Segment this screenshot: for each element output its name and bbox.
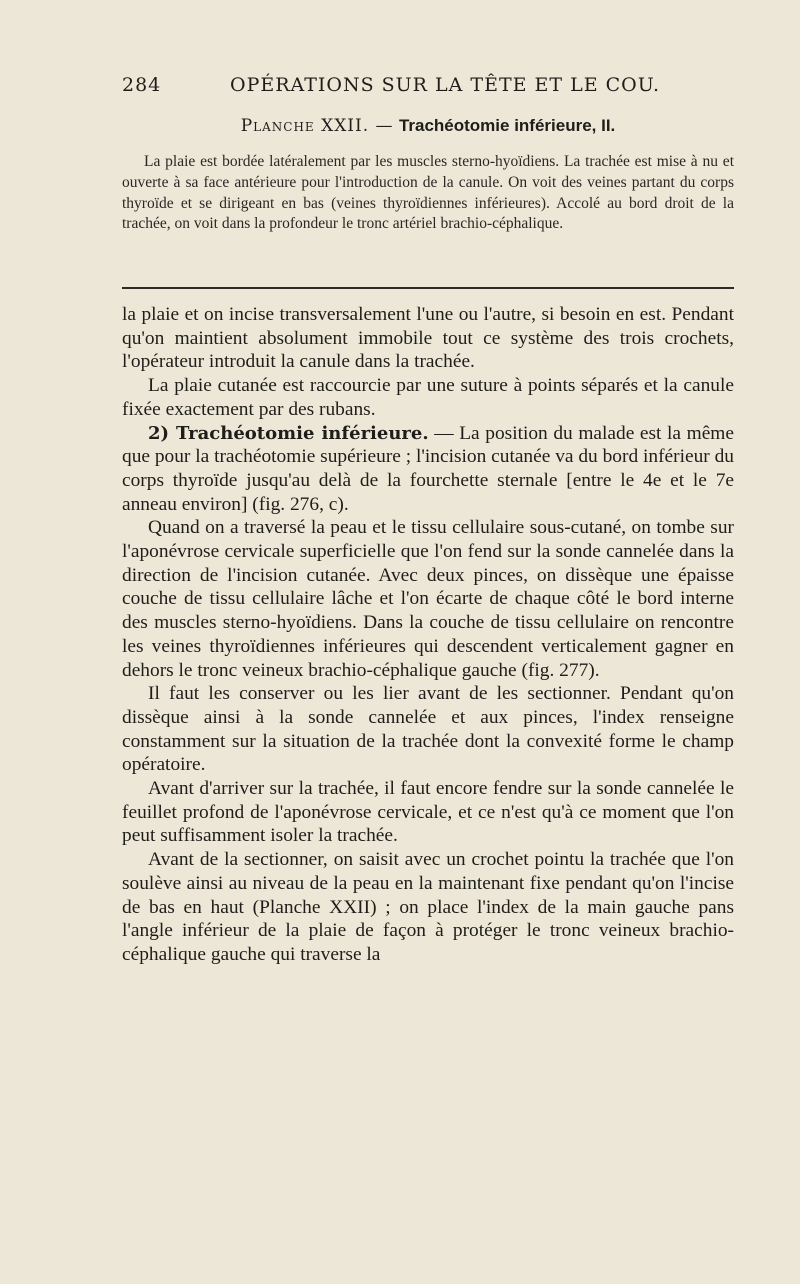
- figure-caption: [122, 152, 734, 235]
- plate-heading: Trachéotomie inférieure, II.: [398, 116, 616, 135]
- body-text: [122, 303, 734, 967]
- running-header: [122, 68, 661, 102]
- paragraph: Avant de la sectionner, on saisit avec un crochet pointu la trachée que l'on soulève ainsi au niveau de la peau en la maintenant fixe pendant qu'on l'incise de bas en haut (Planche XXII) ; on place l'index de la main gauche pans l'angle inférieur de la plaie de façon à protéger le tronc veineux brachio-céphalique gauche qui traverse la: [122, 849, 734, 965]
- page-number: 284: [122, 74, 162, 96]
- paragraph: La plaie cutanée est raccourcie par une suture à points séparés et la canule fixée exactement par des rubans.: [122, 375, 734, 420]
- paragraph: Quand on a traversé la peau et le tissu cellulaire sous-cutané, on tombe sur l'aponévrose cervicale superficielle que l'on fend sur la sonde cannelée dans la direction de l'incision cutanée. Avec deux pinces, on dissèque une épaisse couche de tissu cellulaire lâche et l'on écarte de chaque côté le bord interne des muscles sterno-hyoïdiens. Dans la couche de tissu cellulaire on rencontre les veines thyroïdiennes inférieures qui descendent verticalement gagner en dehors le tronc veineux brachio-céphalique gauche (fig. 277).: [122, 517, 734, 681]
- paragraph: Il faut les conserver ou les lier avant de les sectionner. Pendant qu'on dissèque ainsi à la sonde cannelée et aux pinces, l'index renseigne constamment sur la situation de la trachée dont la convexité forme le champ opératoire.: [122, 683, 734, 776]
- running-title: OPÉRATIONS SUR LA TÊTE ET LE COU.: [230, 74, 661, 96]
- plate-title: [122, 116, 734, 136]
- section-heading: 2) Trachéotomie inférieure.: [148, 422, 429, 444]
- section-text: — La position du malade est la même que pour la trachéotomie supérieure ; l'incision cutanée va du bord inférieur du corps thyroïde jusqu'au delà de la fourchette sternale [entre le 4e et le 7e anneau environ] (fig. 276, c).: [122, 422, 734, 515]
- paragraph: Avant d'arriver sur la trachée, il faut encore fendre sur la sonde cannelée le feuillet profond de l'aponévrose cervicale, et ce n'est qu'à ce moment que l'on peut suffisamment isoler la trachée.: [122, 778, 734, 847]
- horizontal-divider: [122, 287, 734, 289]
- paragraph: la plaie et on incise transversalement l'une ou l'autre, si besoin en est. Pendant qu'on maintient absolument immobile tout ce système des trois crochets, l'opérateur introduit la canule dans la trachée.: [122, 304, 734, 373]
- plate-label: Planche XXII. —: [240, 116, 394, 136]
- section-paragraph: [122, 422, 734, 517]
- caption-text: La plaie est bordée latéralement par les muscles sterno-hyoïdiens. La trachée est mise à nu et ouverte à sa face antérieure pour l'introduction de la canule. On voit des veines partant du corps thyroïde et se dirigeant en bas (veines thyroïdiennes inférieures). Accolé au bord droit de la trachée, on voit dans la profondeur le tronc artériel brachio-céphalique.: [122, 153, 734, 233]
